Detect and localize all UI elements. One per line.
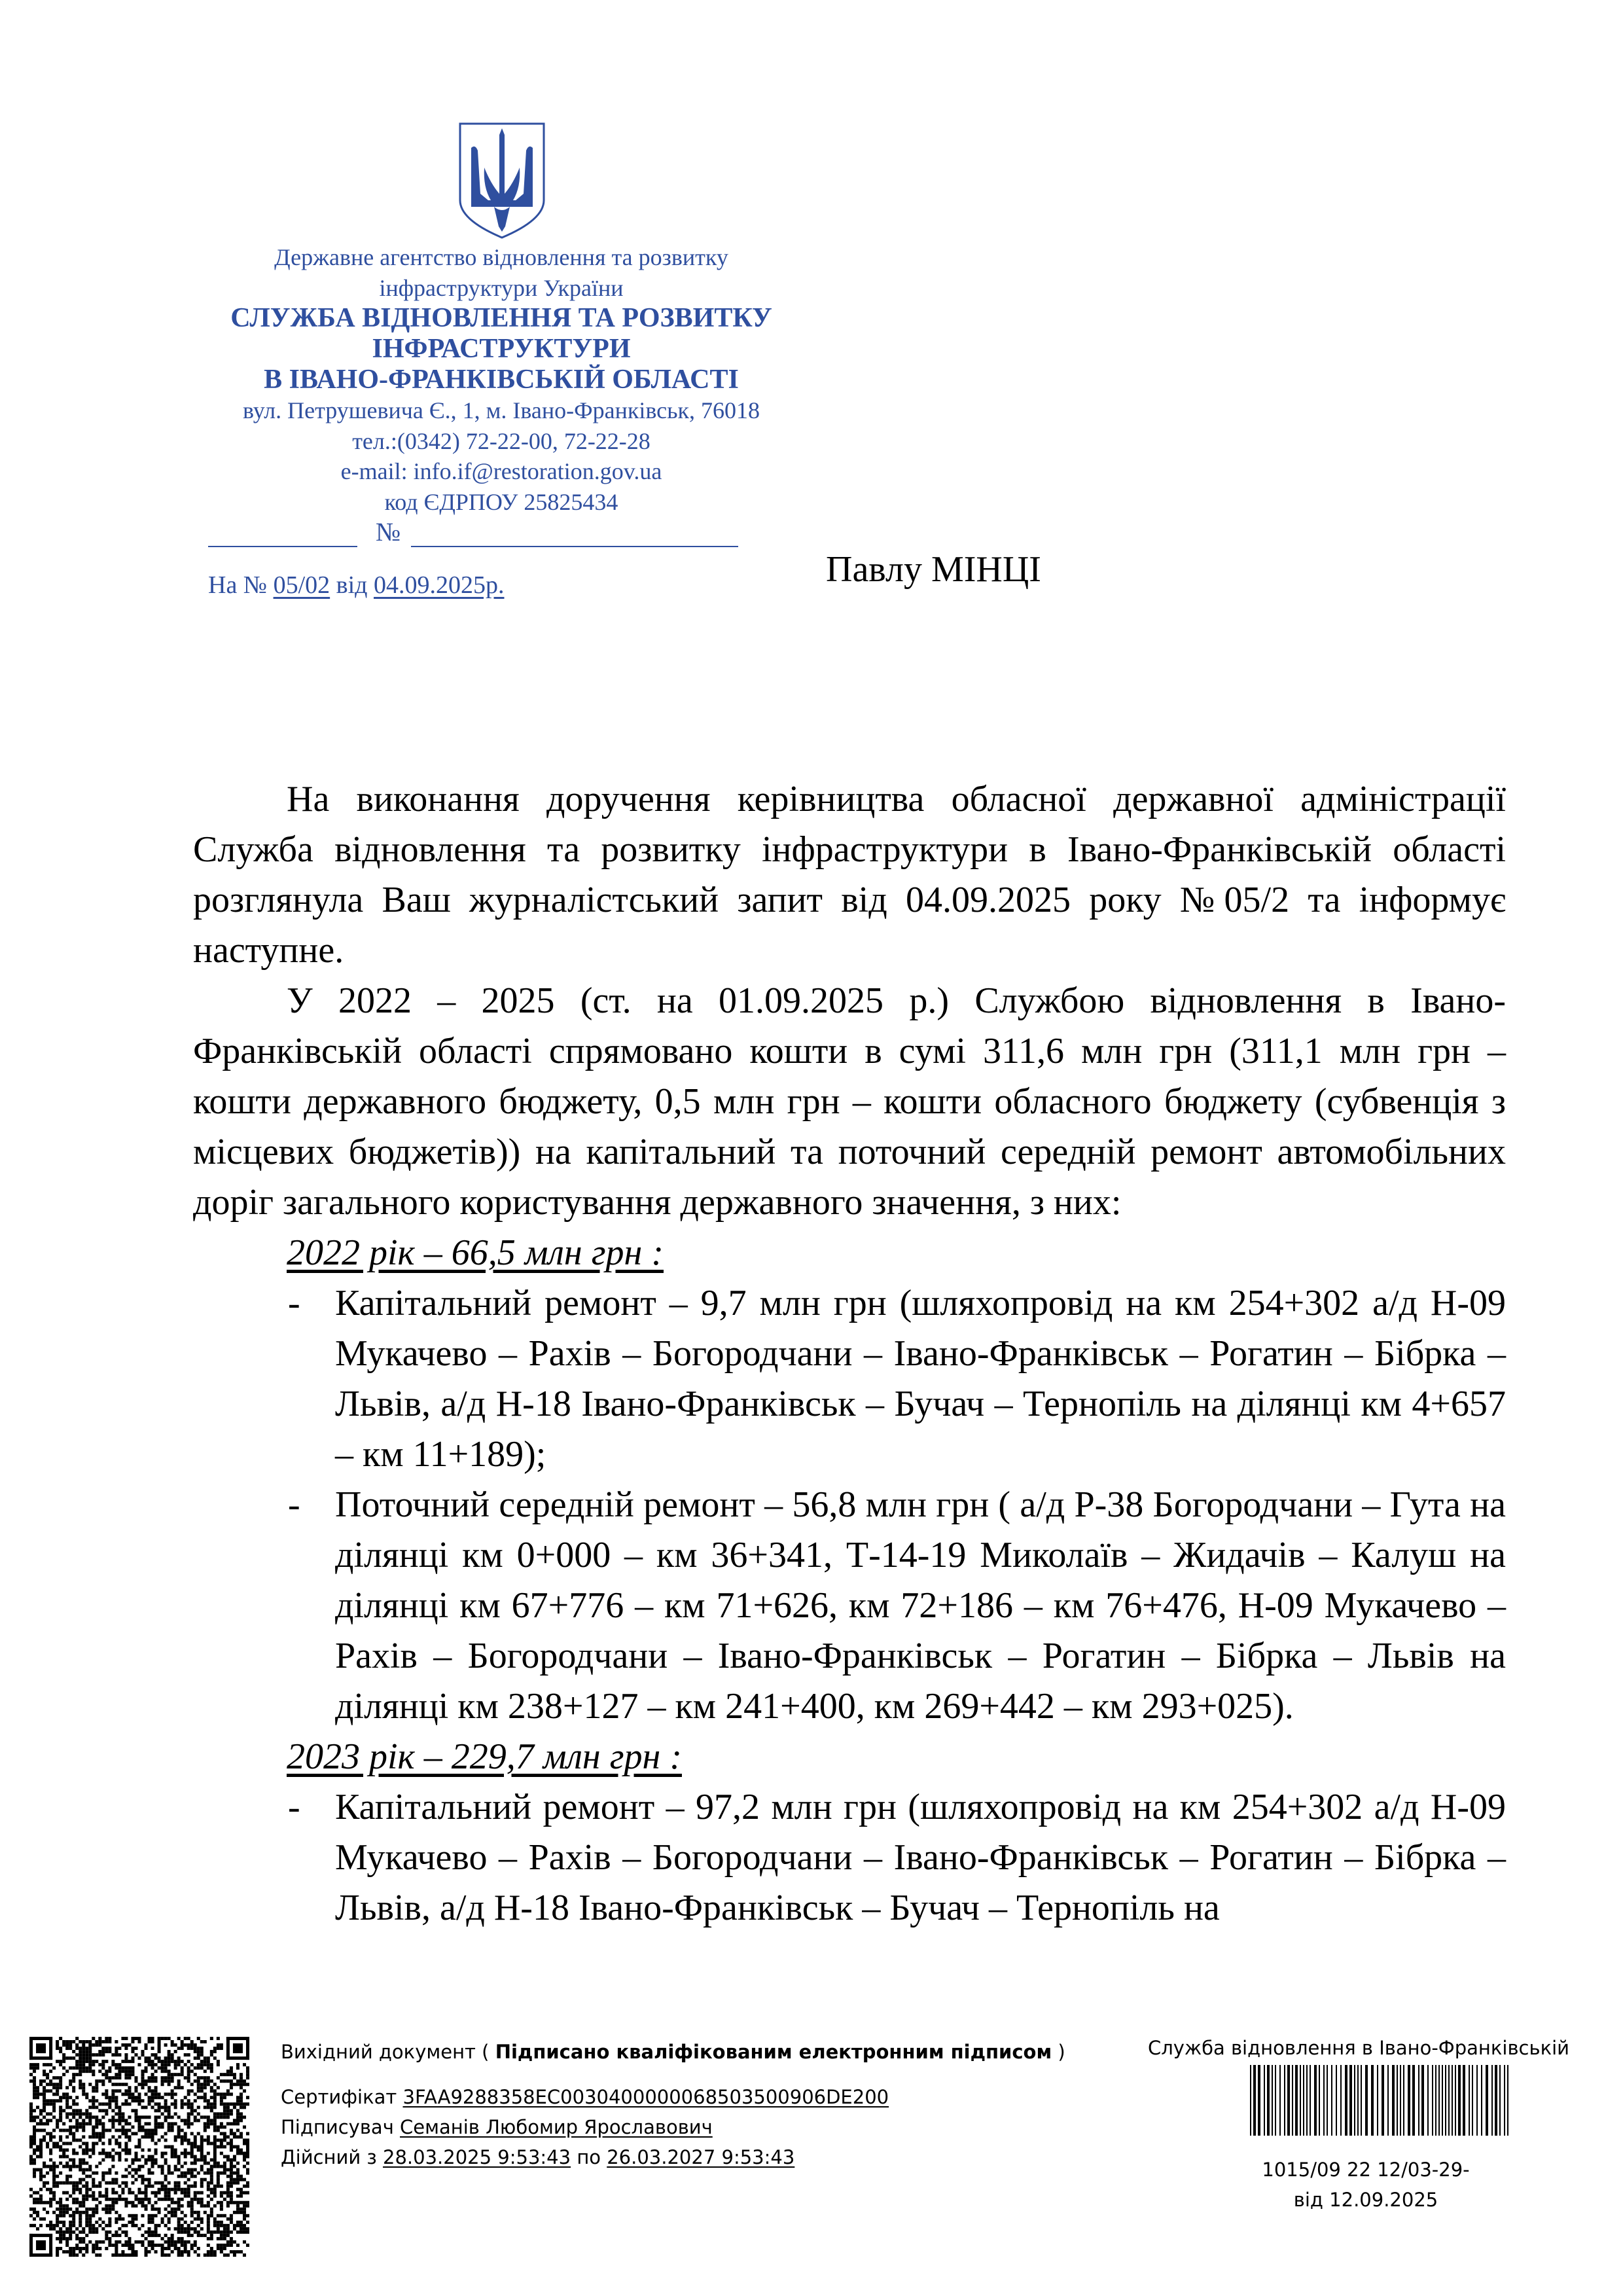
year-heading-2022: 2022 рік – 66,5 млн грн : [287, 1232, 664, 1273]
reference-from: від [336, 571, 368, 599]
service-name-line3: В ІВАНО-ФРАНКІВСЬКІЙ ОБЛАСТІ [264, 365, 739, 395]
validity: Дійсний з 28.03.2025 9:53:43 по 26.03.2027 9:53:43 [281, 2146, 795, 2168]
reference-prefix: На № [208, 571, 268, 599]
year-heading-2023: 2023 рік – 229,7 млн грн : [287, 1736, 682, 1777]
certificate: Сертифікат 3FAA9288358EC0030400000068503500906DE200 [281, 2086, 889, 2108]
reference-date: 04.09.2025р. [373, 571, 505, 599]
email: e-mail: info.if@restoration.gov.ua [340, 458, 662, 484]
letter-body [193, 774, 1506, 1933]
service-name-line1: СЛУЖБА ВІДНОВЛЕННЯ ТА РОЗВИТКУ [230, 303, 772, 333]
date-blank-line [208, 546, 357, 547]
addressee: Павлу МІНЦІ [826, 549, 1041, 590]
signer: Підписувач Семанів Любомир Ярославович [281, 2116, 713, 2138]
agency-name-line1: Державне агентство відновлення та розвитку [274, 244, 728, 270]
coat-of-arms-icon [458, 122, 546, 240]
paragraph: На виконання доручення керівництва обласної державної адміністрації Служба відновлення та розвитку інфраструктури в Івано-Франківській області розглянула Ваш журналістський запит від 04.09.2025 року №05/2 та інформує наступне. [193, 779, 1506, 971]
letterhead [200, 242, 802, 517]
phone: тел.:(0342) 72-22-00, 72-22-28 [352, 427, 651, 454]
list-item: - Поточний середній ремонт – 56,8 млн грн ( а/д Р-38 Богородчани – Гута на ділянці км 0+000 – км 36+341, Т-14-19 Миколаїв – Жидачів – Калуш на ділянці км 67+776 – км 71+626, км 72+186 – км 76+476, Н-09 Мукачево – Рахів – Богородчани – Івано-Франківськ – Рогатин – Бібрка – Львів на ділянці км 238+127 – км 241+400, км 269+442 – км 293+025). [288, 1484, 1506, 1727]
outgoing-number-line [208, 517, 745, 547]
address: вул. Петрушевича Є., 1, м. Івано-Франківськ, 76018 [242, 397, 760, 423]
service-name-line2: ІНФРАСТРУКТУРИ [372, 334, 631, 364]
document-type: Вихідний документ ( Підписано кваліфікованим електронним підписом ) [281, 2041, 1065, 2063]
paragraph: У 2022 – 2025 (ст. на 01.09.2025 р.) Службою відновлення в Івано-Франківській області спрямовано кошти в сумі 311,6 млн грн (311,1 млн грн – кошти державного бюджету, 0,5 млн грн – кошти обласного бюджету (субвенція з місцевих бюджетів)) на капітальний та поточний середній ремонт автомобільних доріг загального користування державного значення, з них: [193, 980, 1506, 1223]
list-item: - Капітальний ремонт – 97,2 млн грн (шляхопровід на км 254+302 а/д Н-09 Мукачево – Рахів – Богородчани – Івано-Франківськ – Рогатин – Бібрка – Львів, а/д Н-18 Івано-Франківськ – Бучач – Тернопіль на [288, 1787, 1506, 1928]
list-item: - Капітальний ремонт – 9,7 млн грн (шляхопровід на км 254+302 а/д Н-09 Мукачево – Рахів – Богородчани – Івано-Франківськ – Рогатин – Бібрка – Львів, а/д Н-18 Івано-Франківськ – Бучач – Тернопіль на ділянці км 4+657 – км 11+189); [288, 1283, 1506, 1475]
number-sign: № [376, 517, 401, 547]
number-blank-line [411, 546, 738, 547]
signature-info [281, 2037, 1065, 2172]
barcode [1250, 2065, 1513, 2136]
registration-number: 1015/09 22 12/03-29- від 12.09.2025 [1262, 2159, 1470, 2211]
edrpou-code: код ЄДРПОУ 25825434 [384, 488, 618, 515]
qr-code [29, 2037, 249, 2257]
agency-name-line2: інфраструктури України [379, 274, 624, 301]
registration-org: Служба відновлення в Івано-Франківській [1148, 2037, 1570, 2059]
reference-number: 05/02 [273, 571, 330, 599]
reference-line [208, 571, 504, 600]
